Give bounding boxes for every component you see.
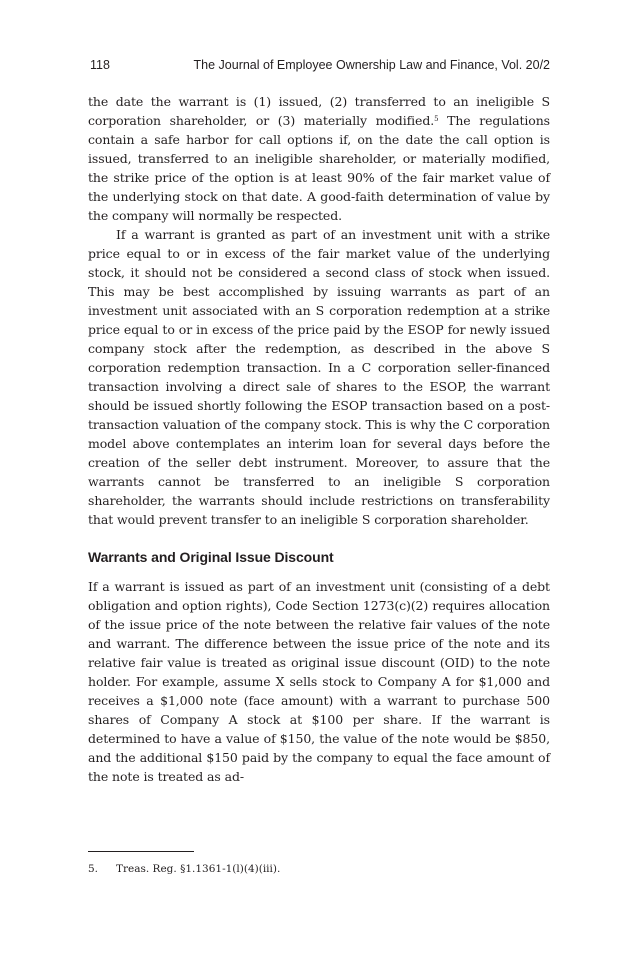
footnote-divider (88, 851, 194, 852)
footnote-text: Treas. Reg. §1.1361-1(l)(4)(iii). (116, 863, 281, 875)
paragraph-1-text-a: the date the warrant is (1) issued, (2) transferred to an ineligible S corporation shareholder, or (3) materially modified. (88, 94, 550, 128)
paragraph-3: If a warrant is issued as part of an investment unit (consisting of a debt obligation and option rights), Code Section 1273(c)(2) requires allocation of the issue price of the note between the relative fair values of the note and warrant. The difference between the issue price of the note and its relative fair value is treated as original issue discount (OID) to the note holder. For example, assume X sells stock to Company A for $1,000 and receives a $1,000 note (face amount) with a warrant to purchase 500 shares of Company A stock at $100 per share. If the warrant is determined to have a value of $150, the value of the note would be $850, and the additional $150 paid by the company to equal the face amount of the note is treated as ad- (88, 579, 550, 784)
journal-title: The Journal of Employee Ownership Law and Finance, Vol. 20/2 (193, 58, 550, 72)
paragraph-2: If a warrant is granted as part of an investment unit with a strike price equal to or in excess of the fair market value of the underlying stock, it should not be considered a second class of stock when issued. This may be best accomplished by issuing warrants as part of an investment unit associated with an S corporation redemption at a strike price equal to or in excess of the price paid by the ESOP for newly issued company stock after the redemption, as described in the above S corporation redemption transaction. In a C corporation seller-financed transaction involving a direct sale of shares to the ESOP, the warrant should be issued shortly following the ESOP transaction based on a post-transaction valuation of the company stock. This is why the C corporation model above contemplates an interim loan for several days before the creation of the seller debt instrument. Moreover, to assure that the warrants cannot be transferred to an ineligible S corporation shareholder, the warrants should include restrictions on transferability that would prevent transfer to an ineligible S corporation shareholder. (88, 227, 550, 527)
page-number: 118 (90, 58, 110, 72)
body-text (88, 92, 550, 786)
paragraph-1 (88, 92, 550, 225)
footnote-reference: 5 (434, 115, 439, 123)
paragraph-1-text-b: The regulations contain a safe harbor for call options if, on the date the call option is issued, transferred to an ineligible shareholder, or materially modified, the strike price of the option is at least 90% of the fair market value of the underlying stock on that date. A good-faith determination of value by the company will normally be respected. (88, 113, 550, 223)
footnote (88, 862, 550, 876)
section-heading: Warrants and Original Issue Discount (88, 549, 334, 565)
footnote-number: 5. (88, 863, 99, 875)
running-head (90, 58, 550, 72)
